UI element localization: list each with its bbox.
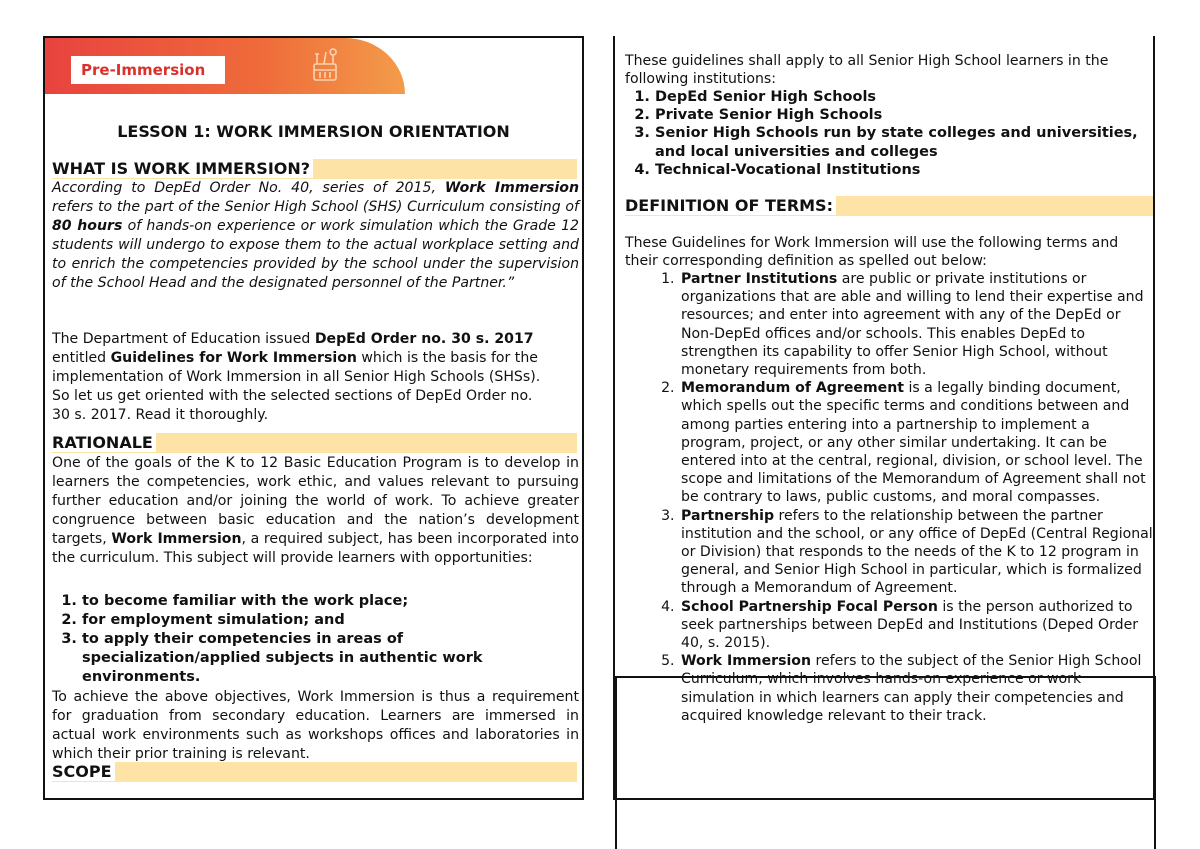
what-is-paragraph: According to DepEd Order No. 40, series of 2015, Work Immersion refers to the part of the Senior High School (SHS) Curriculum consisting of 80 hours of hands-on experience or work simulation which the Grade 12 students will undergo to expose them to the actual workplace setting and to enrich the competencies provided by the school under the supervision of the School Head and the designated personnel of the Partner.” — [52, 180, 580, 291]
scope-heading — [52, 762, 577, 782]
definition-list — [625, 270, 1153, 725]
list-item: 1. Partner Institutions are public or private institutions or organizations that are able and willing to lend their expertise and resources; and enter into agreement with any of the DepEd or Non-DepEd offices and/or schools. This enables DepEd to strengthen its capability to offer Senior High School, without monetary requirements from both. — [679, 270, 1153, 379]
list-item: 2. Private Senior High Schools — [655, 106, 1153, 124]
rationale-objectives — [52, 592, 522, 687]
what-is-heading-text: WHAT IS WORK IMMERSION? — [52, 159, 313, 178]
list-item: 3. Partnership refers to the relationship between the partner institution and the school, or any office of DepEd (Central Regional or Division) that responds to the needs of the K to 12 program in general, and Senior High School in particular, which is formalized through a Memorandum of Agreement. — [679, 507, 1153, 598]
list-item: 1. to become familiar with the work place; — [82, 592, 522, 611]
left-page — [43, 36, 584, 800]
pre-immersion-banner — [45, 38, 405, 94]
toolbox-icon — [305, 46, 345, 86]
list-item: 2. Memorandum of Agreement is a legally binding document, which spells out the specific terms and conditions between and among parties entering into a partnership to implement a program, project, or any other similar undertaking. It can be entered into at the central, regional, division, or school level. The scope and limitations of the Memorandum of Agreement shall not be contrary to laws, public customs, and moral compasses. — [679, 379, 1153, 506]
scope-heading-text: SCOPE — [52, 762, 115, 781]
list-item: 2. for employment simulation; and — [82, 611, 522, 630]
list-item: 5. Work Immersion refers to the subject of the Senior High School Curriculum, which involves hands-on experience or work simulation in which learners can apply their competencies and acquired knowledge relevant to their track. — [679, 652, 1153, 725]
list-item: 1. DepEd Senior High Schools — [655, 88, 1153, 106]
definition-intro: These Guidelines for Work Immersion will use the following terms and their corresponding definition as spelled out below: — [625, 235, 1119, 270]
institutions-list — [625, 88, 1153, 179]
lesson-title: LESSON 1: WORK IMMERSION ORIENTATION — [117, 122, 510, 141]
list-item: 3. Senior High Schools run by state colleges and universities, and local universities and colleges — [655, 124, 1153, 160]
definition-heading-text: DEFINITION OF TERMS: — [625, 196, 836, 215]
rationale-conclusion: To achieve the above objectives, Work Immersion is thus a requirement for graduation from secondary education. Learners are immersed in actual work environments such as workshops offices and laboratories in which their prior training is relevant. — [52, 689, 579, 762]
next-page-frame — [615, 676, 1156, 849]
definition-heading — [625, 196, 1153, 216]
rationale-paragraph: One of the goals of the K to 12 Basic Education Program is to develop in learners the competencies, work ethic, and values relevant to pursuing further education and/or joining the world of work. To achieve greater congruence between basic education and the nation’s development targets, Work Immersion, a required subject, has been incorporated into the curriculum. This subject will provide learners with opportunities: — [52, 455, 579, 566]
rationale-heading-text: RATIONALE — [52, 433, 156, 452]
order-paragraph: The Department of Education issued DepEd Order no. 30 s. 2017 entitled Guidelines for Work Immersion which is the basis for the implementation of Work Immersion in all Senior High Schools (SHSs). So let us get oriented with the selected sections of DepEd Order no. 30 s. 2017. Read it thoroughly. — [52, 331, 541, 423]
banner-label: Pre-Immersion — [71, 56, 225, 84]
scope-intro: These guidelines shall apply to all Senior High School learners in the following institutions: — [625, 53, 1109, 88]
what-is-heading — [52, 159, 577, 179]
list-item: 3. to apply their competencies in areas of specialization/applied subjects in authentic work environments. — [82, 630, 522, 687]
list-item: 4. School Partnership Focal Person is the person authorized to seek partnerships between DepEd and Institutions (Deped Order 40, s. 2015). — [679, 598, 1153, 653]
list-item: 4. Technical-Vocational Institutions — [655, 161, 1153, 179]
rationale-heading — [52, 433, 577, 453]
